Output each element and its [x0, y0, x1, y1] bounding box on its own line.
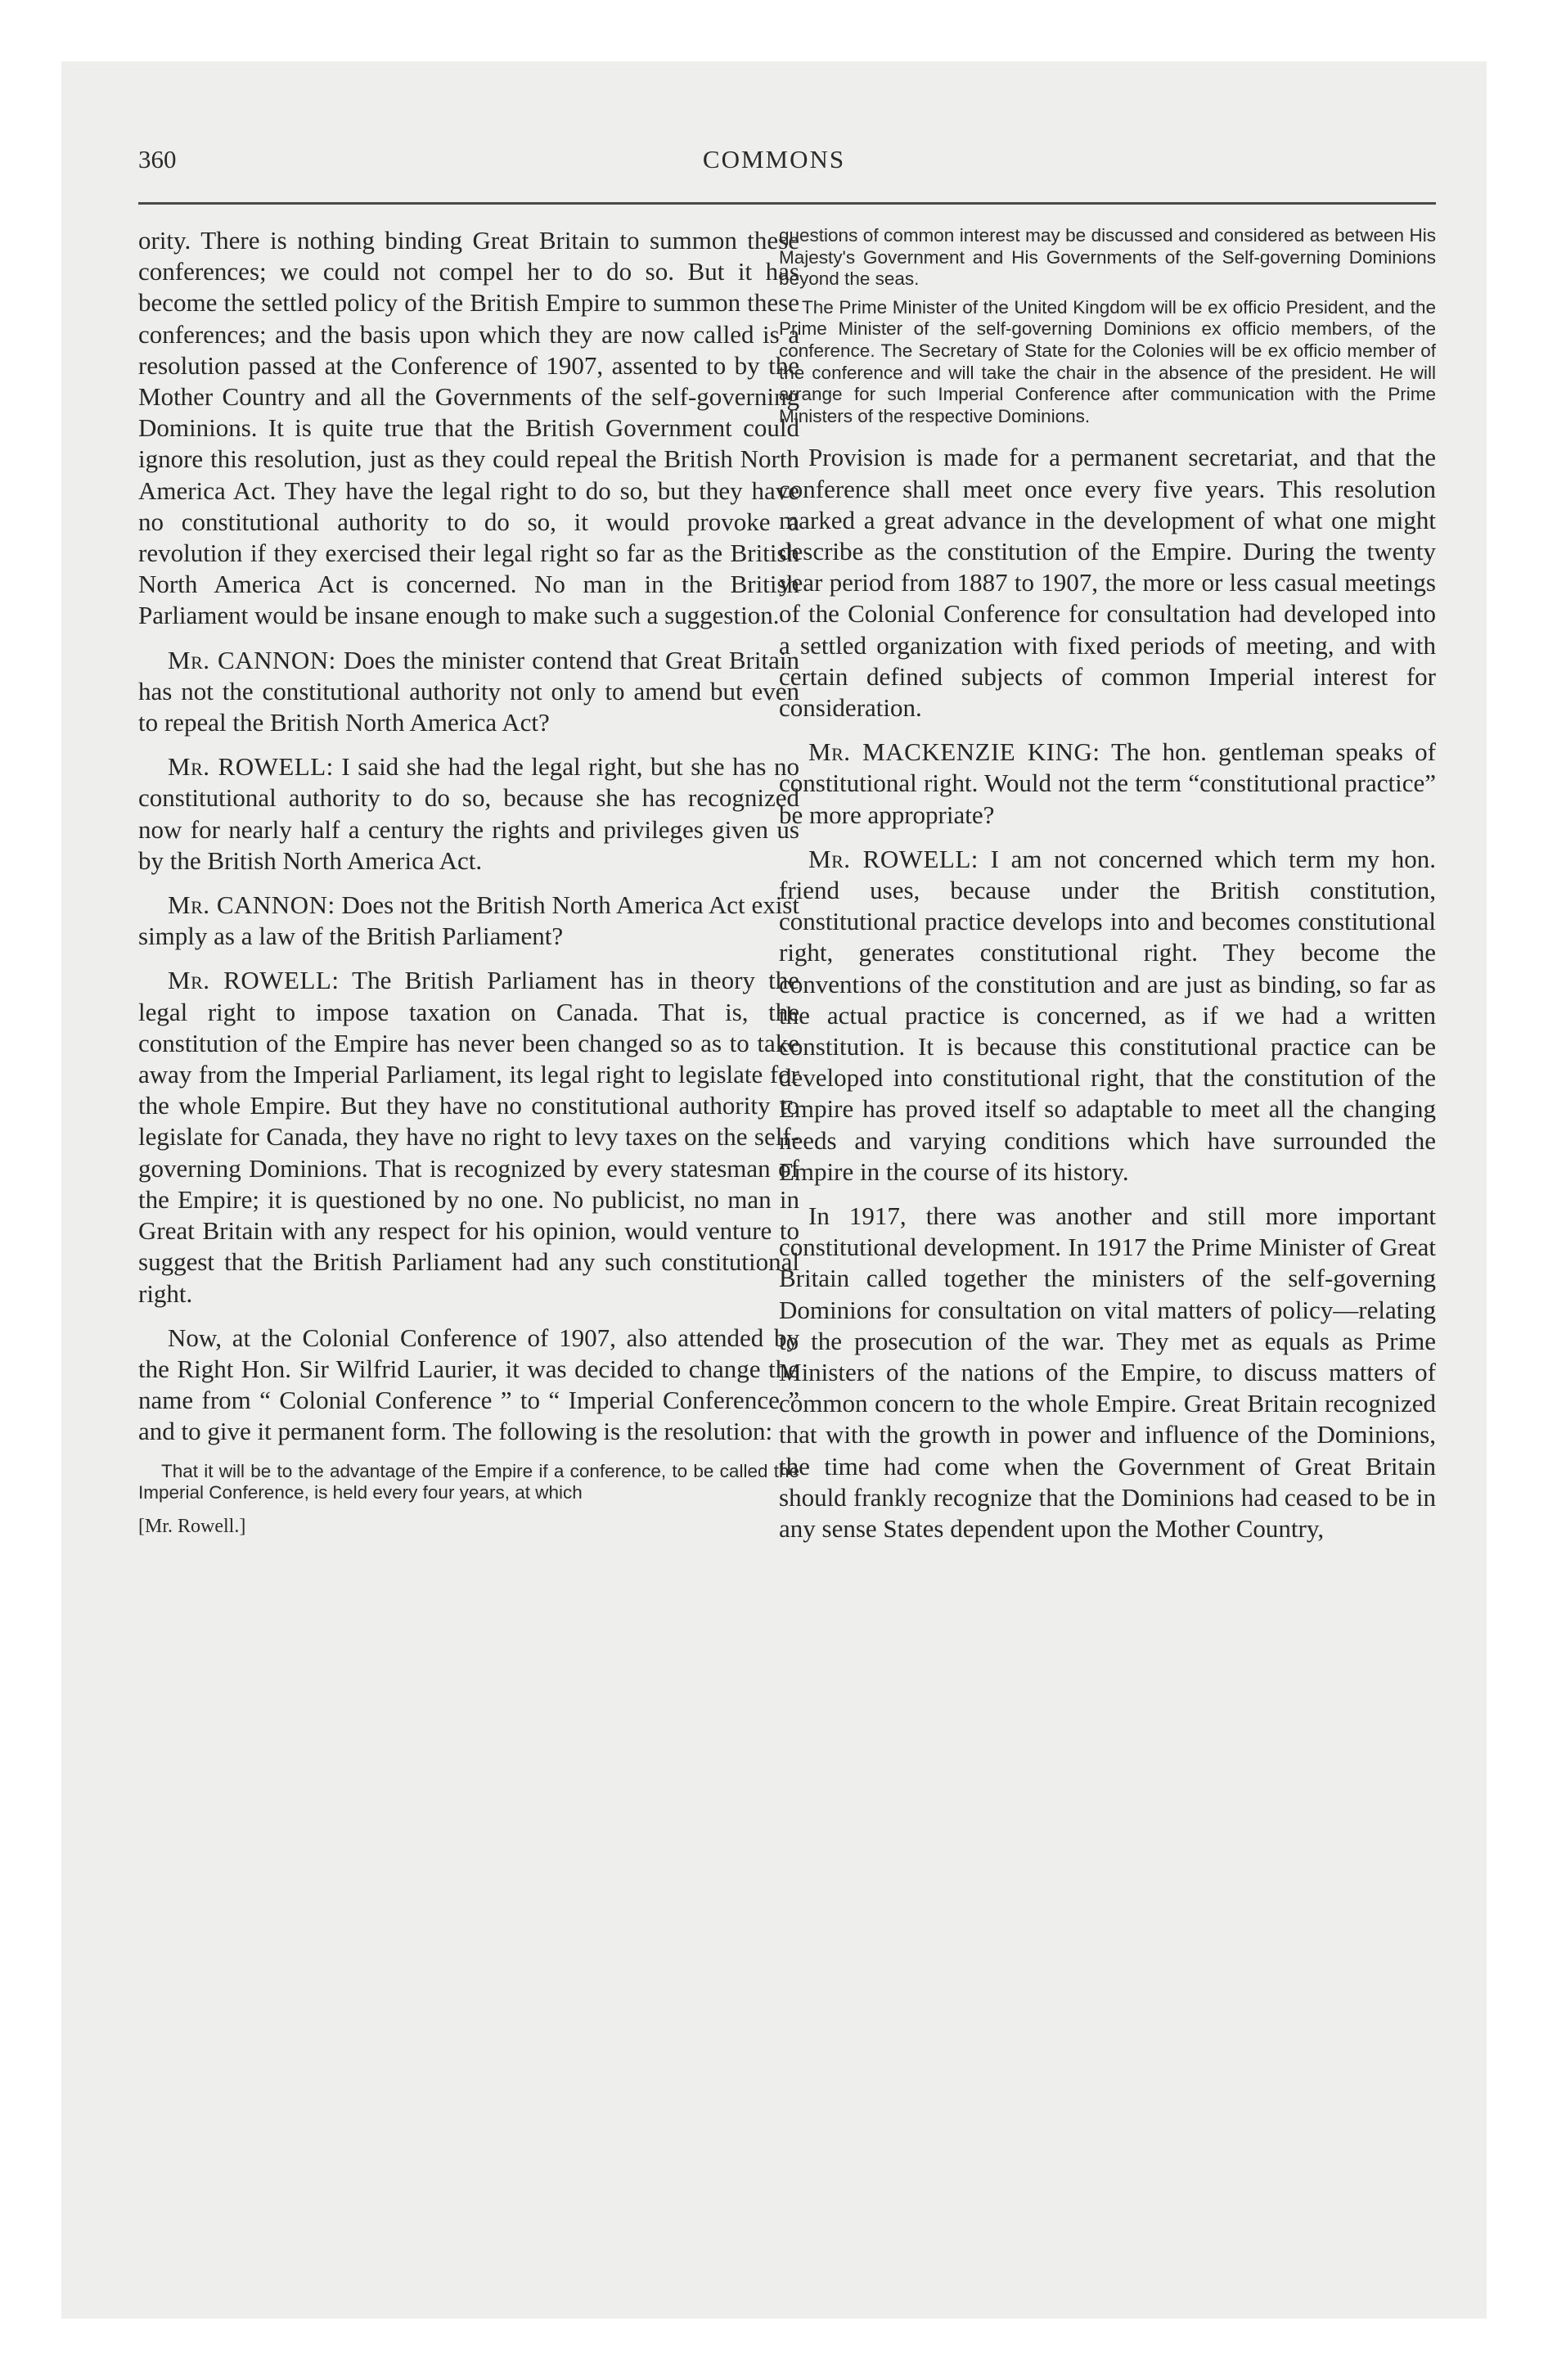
speaker-name: Mr. MACKENZIE KING: — [808, 737, 1100, 767]
speech-text: Does not the British North America Act exist simply as a law of the British Parliament? — [138, 890, 799, 951]
speech-paragraph — [138, 751, 799, 877]
right-column — [779, 225, 1436, 1557]
paragraph: Provision is made for a permanent secretariat, and that the conference shall meet once every five years. This resolution marked a great advance in the development of what one might describe as the constitution of the Empire. During the twenty year period from 1887 to 1907, the more or less casual meetings of the Colonial Conference for consultation had developed into a settled organization with fixed periods of meeting, and with certain defined subjects of common Imperial interest for consideration. — [779, 443, 1436, 722]
quoted-resolution: The Prime Minister of the United Kingdom will be ex officio President, and the Prime Minister of the self-governing Dominions ex officio members, of the conference. The Secretary of State for the Colonies will be ex officio member of the conference and will take the chair in the absence of the president. He will arrange for such Imperial Conference after communication with the Prime Ministers of the respective Dominions. — [779, 296, 1436, 426]
paragraph: Now, at the Colonial Conference of 1907, also attended by the Right Hon. Sir Wilfrid Laurier, it was decided to change the name from “ Colonial Conference ” to “ Imperial Conference ” and to give it permanent form. The following is the resolution: — [138, 1323, 799, 1446]
speech-text: Does the minister contend that Great Britain has not the constitutional authority not only to amend but even to repeal the British North America Act? — [138, 645, 799, 737]
speech-text: The hon. gentleman speaks of constitutional right. Would not the term “constitutional practice” be more appropriate? — [779, 737, 1436, 829]
speaker-attribution: [Mr. Rowell.] — [138, 1515, 246, 1537]
quoted-resolution: That it will be to the advantage of the Empire if a conference, to be called the Imperial Conference, is held every four years, at which — [138, 1460, 799, 1503]
speech-paragraph — [138, 645, 799, 739]
speech-text: I said she had the legal right, but she has no constitutional authority to do so, because she has recognized now for nearly half a century the rights and privileges given us by the British North America Act. — [138, 752, 799, 875]
page-header — [61, 145, 1487, 194]
left-column — [138, 225, 799, 1557]
speaker-name: Mr. CANNON: — [168, 890, 335, 920]
paragraph: In 1917, there was another and still more important constitutional development. In 1917 the Prime Minister of Great Britain called together the ministers of the self-governing Dominions for consultation on vital matters of policy—relating to the prosecution of the war. They met as equals as Prime Ministers of the nations of the Empire, to discuss matters of common concern to the whole Empire. Great Britain recognized that with the growth in power and influence of the Dominions, the time had come when the Government of Great Britain should frankly recognize that the Dominions had ceased to be in any sense States dependent upon the Mother Country, — [779, 1201, 1436, 1544]
paragraph: ority. There is nothing binding Great Britain to summon these conferences; we could not compel her to do so. But it has become the settled policy of the British Empire to summon these conferences; and the basis upon which they are now called is a resolution passed at the Conference of 1907, assented to by the Mother Country and all the Governments of the self-governing Dominions. It is quite true that the British Government could ignore this resolution, just as they could repeal the British North America Act. They have the legal right to do so, but they have no constitutional authority to do so, it would provoke a revolution if they exercised their legal right so far as the British North America Act is concerned. No man in the British Parliament would be insane enough to make such a suggestion. — [138, 226, 799, 630]
running-head: COMMONS — [702, 145, 846, 174]
page-number: 360 — [138, 145, 177, 174]
header-rule — [138, 202, 1436, 205]
quoted-resolution: questions of common interest may be discussed and considered as between His Majesty's Government and His Governments of the Self-governing Dominions beyond the seas. — [779, 225, 1436, 290]
speech-text: The British Parliament has in theory the legal right to impose taxation on Canada. That is, the constitution of the Empire has never been changed so as to take away from the Imperial Parliament, its legal right to legislate for the whole Empire. But they have no constitutional authority to legislate for Canada, they have no right to levy taxes on the self-governing Dominions. That is recognized by every statesman of the Empire; it is questioned by no one. No publicist, no man in Great Britain with any respect for his opinion, would venture to suggest that the British Parliament had any such constitutional right. — [138, 966, 799, 1308]
speaker-name: Mr. ROWELL: — [808, 844, 979, 873]
speech-paragraph — [779, 737, 1436, 831]
speaker-name: Mr. ROWELL: — [168, 752, 334, 782]
speech-paragraph — [779, 844, 1436, 1188]
document-page — [61, 61, 1487, 2319]
speaker-name: Mr. CANNON: — [168, 645, 336, 674]
speaker-name: Mr. ROWELL: — [168, 966, 340, 995]
speech-paragraph — [138, 965, 799, 1309]
speech-text: I am not concerned which term my hon. friend uses, because under the British constitution, constitutional practice develops into and becomes constitutional right, generates constitutional right. They become the conventions of the constitution and are just as binding, so far as the actual practice is concerned, as if we had a written constitution. It is because this constitutional practice can be developed into constitutional right, that the constitution of the Empire has proved itself so adaptable to meet all the changing needs and varying conditions which have surrounded the Empire in the course of its history. — [779, 844, 1436, 1186]
speech-paragraph — [138, 890, 799, 952]
